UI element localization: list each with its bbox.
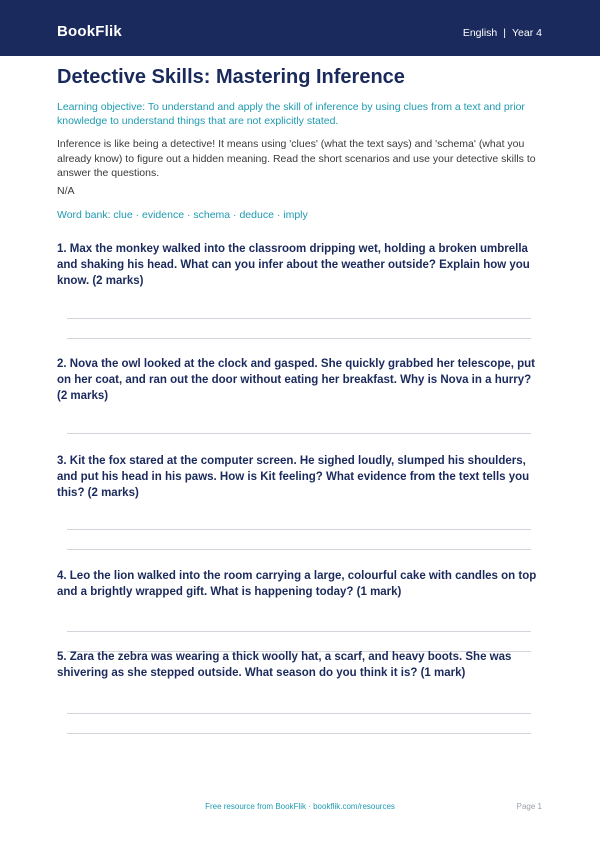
- learning-objective: Learning objective: To understand and apply the skill of inference by using clues from a text and prior knowledge to understand things that are not explicitly stated.: [57, 101, 525, 127]
- answer-line-1b[interactable]: [67, 338, 531, 339]
- answer-line-5b[interactable]: [67, 733, 531, 734]
- word-bank: Word bank: clue · evidence · schema · deduce · imply: [57, 209, 308, 221]
- answer-line-4a[interactable]: [67, 631, 531, 632]
- answer-line-3a[interactable]: [67, 529, 531, 530]
- header-bar: [0, 0, 600, 56]
- footer-credit: Free resource from BookFlik · bookflik.com/resources: [205, 802, 395, 811]
- subject-label: English: [462, 27, 498, 39]
- subject-year-label: [463, 27, 542, 39]
- question-4: 4. Leo the lion walked into the room carrying a large, colourful cake with candles on top and a brightly wrapped gift. What is happening today? (1 mark): [57, 570, 537, 598]
- brand-logo: BookFlik: [57, 23, 122, 40]
- separator: |: [503, 27, 507, 39]
- answer-line-1a[interactable]: [67, 318, 531, 319]
- page-title: Detective Skills: Mastering Inference: [57, 66, 405, 88]
- answer-line-5a[interactable]: [67, 713, 531, 714]
- intro-paragraph: Inference is like being a detective! It means using 'clues' (what the text says) and 'schema' (what you already know) to figure out a hidden meaning. Read the short scenarios and use your detective skills to answer the questions.: [57, 138, 536, 179]
- answer-line-3b[interactable]: [67, 549, 531, 550]
- question-5: 5. Zara the zebra was wearing a thick woolly hat, a scarf, and heavy boots. She was shivering as she stepped outside. What season do you think it is? (1 mark): [57, 651, 512, 679]
- question-2: 2. Nova the owl looked at the clock and gasped. She quickly grabbed her telescope, put on her coat, and ran out the door without eating her breakfast. Why is Nova in a hurry? (2 marks): [57, 358, 536, 402]
- year-label: Year 4: [512, 27, 542, 39]
- question-1: 1. Max the monkey walked into the classroom dripping wet, holding a broken umbrella and shaking his head. What can you infer about the weather outside? Explain how you know. (2 marks): [57, 243, 530, 287]
- question-3: 3. Kit the fox stared at the computer screen. He sighed loudly, slumped his shoulders, and put his head in his paws. How is Kit feeling? What evidence from the text tells you this? (2 marks): [57, 455, 530, 499]
- page-number: Page 1: [516, 802, 542, 811]
- answer-line-2a[interactable]: [67, 433, 531, 434]
- na-text: N/A: [57, 185, 75, 197]
